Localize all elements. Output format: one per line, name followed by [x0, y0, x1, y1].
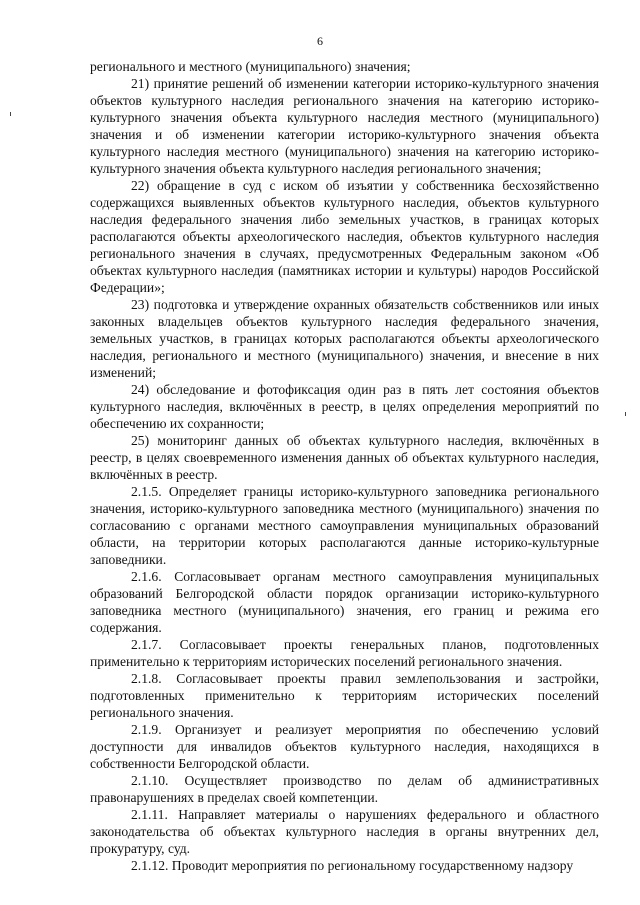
- paragraph-item-24: 24) обследование и фотофиксация один раз в пять лет состояния объектов культурного наследия, включённых в реестр, в целях определения мероприятий по обеспечению их сохранности;: [90, 382, 599, 431]
- paragraph-continuation: регионального и местного (муниципального) значения;: [90, 59, 411, 74]
- paragraph-item-25: 25) мониторинг данных об объектах культурного наследия, включённых в реестр, в целях своевременного изменения данных об объектах культурного наследия, включённых в реестр.: [90, 433, 599, 482]
- paragraph-2-1-7: 2.1.7. Согласовывает проекты генеральных планов, подготовленных применительно к территориям исторических поселений регионального значения.: [90, 637, 599, 669]
- document-body: [90, 58, 599, 874]
- paragraph-2-1-5: 2.1.5. Определяет границы историко-культурного заповедника регионального значения, историко-культурного заповедника местного (муниципального) значения по согласованию с органами местного самоуправления муниципальных образований области, на территории которых располагаются данные историко-культурные заповедники.: [90, 484, 599, 567]
- paragraph-2-1-9: 2.1.9. Организует и реализует мероприятия по обеспечению условий доступности для инвалидов объектов культурного наследия, находящихся в собственности Белгородской области.: [90, 722, 599, 771]
- paragraph-item-21: 21) принятие решений об изменении категории историко-культурного значения объектов культурного наследия регионального значения на категорию историко-культурного значения объекта культурного наследия местного (муниципального) значения и об изменении категории историко-культурного значения объекта культурного наследия местного (муниципального) значения на категорию историко-культурного значения объекта культурного наследия регионального значения;: [90, 76, 599, 176]
- paragraph-2-1-10: 2.1.10. Осуществляет производство по делам об административных правонарушениях в пределах своей компетенции.: [90, 773, 599, 805]
- scan-artifact: [625, 412, 626, 416]
- paragraph-2-1-11: 2.1.11. Направляет материалы о нарушениях федерального и областного законодательства об объектах культурного наследия в органы внутренних дел, прокуратуру, суд.: [90, 807, 599, 856]
- paragraph-2-1-12: 2.1.12. Проводит мероприятия по региональному государственному надзору: [131, 858, 574, 873]
- paragraph-2-1-8: 2.1.8. Согласовывает проекты правил землепользования и застройки, подготовленных применительно к территориям исторических поселений регионального значения.: [90, 671, 599, 720]
- paragraph-item-23: 23) подготовка и утверждение охранных обязательств собственников или иных законных владельцев объектов культурного наследия федерального значения, земельных участков, в границах которых располагаются объекты археологического наследия, регионального и местного (муниципального) значения, и внесение в них изменений;: [90, 297, 599, 380]
- paragraph-item-22: 22) обращение в суд с иском об изъятии у собственника бесхозяйственно содержащихся выявленных объектов культурного наследия, объектов культурного наследия федерального значения либо земельных участков, в границах которых располагаются объекты археологического наследия, объектов культурного наследия регионального значения в случаях, предусмотренных Федеральным законом «Об объектах культурного наследия (памятниках истории и культуры) народов Российской Федерации»;: [90, 178, 599, 295]
- paragraph-2-1-6: 2.1.6. Согласовывает органам местного самоуправления муниципальных образований Белгородской области порядок организации историко-культурного заповедника местного (муниципального) значения, его границ и режима его содержания.: [90, 569, 599, 635]
- page-number: 6: [317, 34, 323, 48]
- scan-artifact: [10, 112, 11, 116]
